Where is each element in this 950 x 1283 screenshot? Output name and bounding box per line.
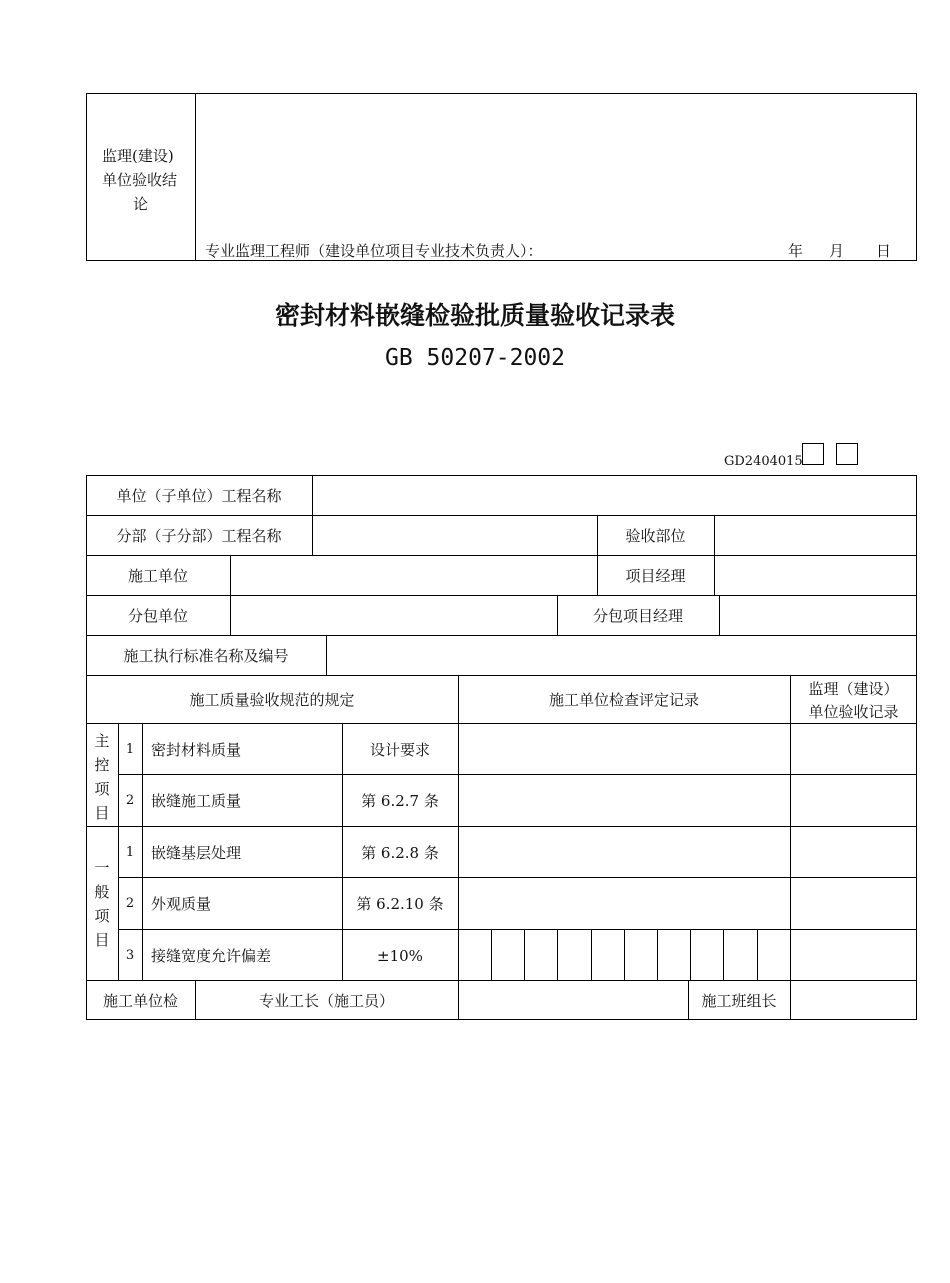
supervision-header-line1: 监理（建设） xyxy=(808,680,899,698)
day-label: 日 xyxy=(876,242,892,260)
general-group-char: 一 xyxy=(94,859,110,877)
row-line xyxy=(118,929,917,930)
row-line xyxy=(86,826,917,827)
supervision-header-line2: 单位验收记录 xyxy=(808,703,899,721)
top-divider xyxy=(195,93,196,261)
general-group-char: 般 xyxy=(94,883,110,901)
row-line xyxy=(86,675,917,676)
item-name: 嵌缝基层处理 xyxy=(151,844,242,862)
main-group-char: 目 xyxy=(94,804,110,822)
item-requirement: 设计要求 xyxy=(369,741,430,759)
unit-project-label: 单位（子单位）工程名称 xyxy=(116,487,282,505)
main-group-char: 主 xyxy=(94,732,110,750)
spec-header: 施工质量验收规范的规定 xyxy=(189,691,355,709)
row-line xyxy=(86,980,917,981)
footer-check-label: 施工单位检 xyxy=(102,992,178,1010)
item-requirement: 第 6.2.8 条 xyxy=(361,844,439,862)
standard-code: GB 50207-2002 xyxy=(384,345,565,371)
form-code: GD2404015 xyxy=(724,454,803,469)
cell-line xyxy=(757,929,758,980)
top-label-line2: 单位验收结 xyxy=(102,171,178,189)
form-code-box-2[interactable] xyxy=(836,443,858,465)
item-name: 外观质量 xyxy=(151,895,212,913)
form-code-box-1[interactable] xyxy=(802,443,824,465)
cell-line xyxy=(491,929,492,980)
page-title: 密封材料嵌缝检验批质量验收记录表 xyxy=(274,301,675,330)
item-name: 密封材料质量 xyxy=(151,741,242,759)
main-group-char: 项 xyxy=(94,780,110,798)
item-number: 1 xyxy=(125,742,135,757)
cell-line xyxy=(723,929,724,980)
row-line xyxy=(86,595,917,596)
row-line xyxy=(86,723,917,724)
year-label: 年 xyxy=(788,242,804,260)
cell-line xyxy=(557,929,558,980)
footer-foreman-label: 专业工长（施工员） xyxy=(258,992,394,1010)
item-number: 2 xyxy=(125,896,135,911)
project-manager-label: 项目经理 xyxy=(625,567,686,585)
subcontract-manager-label: 分包项目经理 xyxy=(592,607,683,625)
standard-name-label: 施工执行标准名称及编号 xyxy=(123,647,289,665)
acceptance-part-label: 验收部位 xyxy=(625,527,686,545)
row-line xyxy=(118,877,917,878)
row-line xyxy=(118,774,917,775)
general-group-char: 目 xyxy=(94,931,110,949)
col-line xyxy=(458,675,459,1020)
col-line xyxy=(714,515,715,595)
cell-line xyxy=(624,929,625,980)
item-requirement: ±10% xyxy=(377,947,423,965)
row-line xyxy=(86,635,917,636)
top-label-line1: 监理(建设) xyxy=(102,147,174,165)
item-name: 嵌缝施工质量 xyxy=(151,792,242,810)
col-line xyxy=(312,475,313,555)
item-number: 2 xyxy=(125,793,135,808)
top-conclusion-frame xyxy=(86,93,917,261)
cell-line xyxy=(657,929,658,980)
subcontract-unit-label: 分包单位 xyxy=(127,607,188,625)
item-name: 接缝宽度允许偏差 xyxy=(151,947,272,965)
top-label-line3: 论 xyxy=(132,195,148,213)
footer-team-leader-label: 施工班组长 xyxy=(701,992,777,1010)
col-line xyxy=(230,555,231,635)
row-line xyxy=(86,515,917,516)
col-line xyxy=(790,980,791,1020)
item-number: 3 xyxy=(125,948,135,963)
main-group-char: 控 xyxy=(94,756,110,774)
month-label: 月 xyxy=(829,242,845,260)
cell-line xyxy=(690,929,691,980)
cell-line xyxy=(524,929,525,980)
col-line xyxy=(719,595,720,635)
sub-project-label: 分部（子分部）工程名称 xyxy=(116,527,282,545)
record-header: 施工单位检查评定记录 xyxy=(548,691,699,709)
signer-label: 专业监理工程师（建设单位项目专业技术负责人）： xyxy=(205,242,543,260)
col-line xyxy=(326,635,327,675)
general-group-char: 项 xyxy=(94,907,110,925)
item-number: 1 xyxy=(125,845,135,860)
item-requirement: 第 6.2.10 条 xyxy=(356,895,444,913)
cell-line xyxy=(591,929,592,980)
col-line xyxy=(142,723,143,980)
item-requirement: 第 6.2.7 条 xyxy=(361,792,439,810)
row-line xyxy=(86,555,917,556)
construction-unit-label: 施工单位 xyxy=(127,567,188,585)
